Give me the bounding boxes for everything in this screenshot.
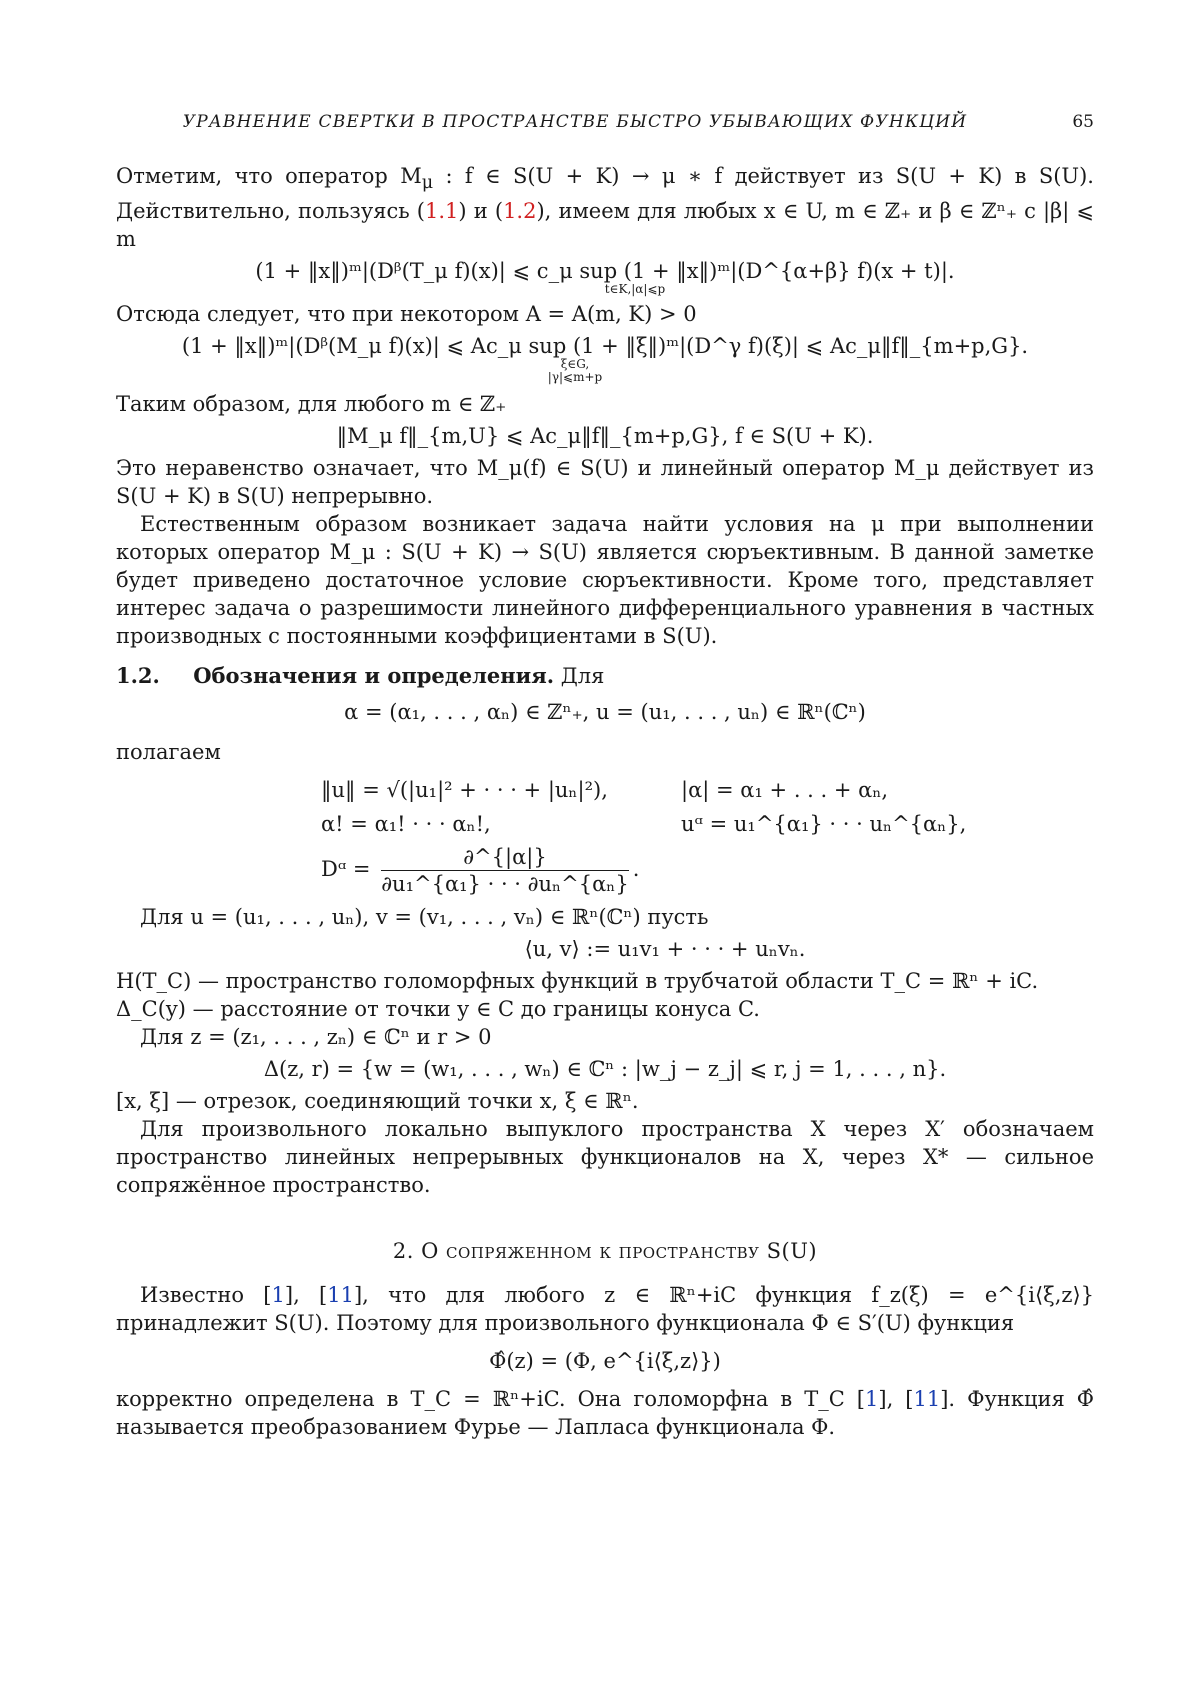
text-fragment: . [632,857,640,882]
equation-ref-link[interactable]: 1.1 [424,199,459,224]
subsection-lead: Для [560,664,605,689]
paragraph-we-set: полагаем [116,740,221,765]
def-factorial: α! = α₁! · · · αₙ!, [321,812,491,837]
equation-5: ⟨u, v⟩ := u₁v₁ + · · · + uₙvₙ. [524,937,806,962]
subsection-number: 1.2. [116,663,160,689]
text-fragment: ) и ( [458,199,504,224]
page-number: 65 [1072,112,1094,132]
section-2-heading: 2. О сопряженном к пространству S(U) [392,1239,818,1264]
equation-4: α = (α₁, . . . , αₙ) ∈ ℤⁿ₊, u = (u₁, . . . , uₙ) ∈ ℝⁿ(ℂⁿ) [344,700,866,725]
equation-2-subscript-2: |γ|⩽m+p [547,370,603,385]
paragraph-polydisc-intro: Для z = (z₁, . . . , zₙ) ∈ ℂⁿ и r > 0 [140,1025,492,1050]
equation-1-subscript: t∈K,|α|⩽p [604,282,666,297]
def-derivative [321,844,1094,897]
paragraph-constant: Отсюда следует, что при некотором A = A(m, K) > 0 [116,302,697,327]
text-fragment: Отметим, что оператор M [116,164,422,188]
citation-link[interactable]: 11 [327,1283,354,1308]
paragraph-any-m: Таким образом, для любого m ∈ ℤ₊ [116,392,507,417]
text-fragment: Известно [ [140,1283,272,1308]
text-fragment: ], что для любого z ∈ ℝⁿ+iC функция f_z(ξ) = e^{i⟨ξ,z⟩} принадлежит S(U). Поэтому для произвольного функционала Φ ∈ S′(U) функция [116,1283,1094,1336]
definitions-grid [321,776,1094,838]
paragraph-distance: Δ_C(y) — расстояние от точки y ∈ C до границы конуса C. [116,997,760,1022]
paragraph-dual-space: Для произвольного локально выпуклого пространства X через X′ обозначаем пространство линейных непрерывных функционалов на X, через X* — сильное сопряжённое пространство. [116,1117,1094,1198]
equation-2: (1 + ‖x‖)ᵐ|(Dᵝ(M_μ f)(x)| ⩽ Ac_μ sup (1 + ‖ξ‖)ᵐ|(D^γ f)(ξ)| ⩽ Ac_μ‖f‖_{m+p,G}. [181,334,1029,359]
def-abs-alpha: |α| = α₁ + . . . + αₙ, [681,778,889,803]
derivative-numerator: ∂^{|α|} [381,844,629,871]
equation-1: (1 + ‖x‖)ᵐ|(Dᵝ(T_μ f)(x)| ⩽ c_μ sup (1 + ‖x‖)ᵐ|(D^{α+β} f)(x + t)|. [255,259,955,284]
equation-3: ‖M_μ f‖_{m,U} ⩽ Ac_μ‖f‖_{m+p,G}, f ∈ S(U + K). [336,424,874,449]
paragraph-operator-intro [116,162,1094,253]
def-power: uᵅ = u₁^{α₁} · · · uₙ^{αₙ}, [681,812,967,837]
article-body [116,162,1094,1441]
derivative-denominator: ∂u₁^{α₁} · · · ∂uₙ^{αₙ} [381,872,629,897]
text-fragment: ], [ [284,1283,328,1308]
text-fragment: ), имеем для любых x ∈ U, m ∈ ℤ₊ и β ∈ ℤⁿ₊ с |β| ⩽ m [116,199,1095,252]
text-fragment: ]. Функция Φ̂ называется преобразованием Фурье — Лапласа функционала Φ. [116,1387,1094,1440]
derivative-fraction [381,844,629,897]
paragraph-fourier-laplace [116,1385,1094,1441]
def-norm: ‖u‖ = √(|u₁|² + · · · + |uₙ|²), [321,778,608,803]
paragraph-inner-product-intro: Для u = (u₁, . . . , uₙ), v = (v₁, . . . , vₙ) ∈ ℝⁿ(ℂⁿ) пусть [140,905,709,930]
subsection-title: Обозначения и определения. [193,663,555,689]
equation-2-subscript-1: ξ∈G, [560,357,590,372]
text-fragment: ], [ [878,1387,914,1412]
equation-7: Φ̂(z) = (Φ, e^{i⟨ξ,z⟩}) [489,1349,721,1374]
equation-6: Δ(z, r) = {w = (w₁, . . . , wₙ) ∈ ℂⁿ : |w_j − z_j| ⩽ r, j = 1, . . . , n}. [263,1057,947,1082]
citation-link[interactable]: 11 [913,1387,941,1412]
paragraph-surjectivity: Естественным образом возникает задача найти условия на μ при выполнении которых оператор M_μ : S(U + K) → S(U) является сюръективным. В данной заметке будет приведено достаточное условие сюръективности. Кроме того, представляет интерес задача о разрешимости линейного дифференциального уравнения в частных производных с постоянными коэффициентами в S(U). [116,512,1094,649]
running-header [116,112,1094,140]
derivative-lhs: Dᵅ = [321,857,371,882]
citation-link[interactable]: 1 [865,1387,879,1412]
paragraph-segment: [x, ξ] — отрезок, соединяющий точки x, ξ ∈ ℝⁿ. [116,1089,639,1114]
text-fragment: : f ∈ S(U + K) → μ ∗ f действует из S(U + K) в S(U). Действительно, пользуясь ( [116,164,1094,224]
text-fragment: μ [421,173,434,194]
paragraph-inequality-meaning: Это неравенство означает, что M_μ(f) ∈ S(U) и линейный оператор M_μ действует из S(U + K) в S(U) непрерывно. [116,456,1094,509]
paragraph-known-fact [116,1281,1094,1337]
running-title: УРАВНЕНИЕ СВЕРТКИ В ПРОСТРАНСТВЕ БЫСТРО УБЫВАЮЩИХ ФУНКЦИЙ [182,112,968,132]
citation-link[interactable]: 1 [271,1283,285,1308]
paragraph-holomorphic-space: H(T_C) — пространство голоморфных функций в трубчатой области T_C = ℝⁿ + iC. [116,969,1039,994]
equation-ref-link[interactable]: 1.2 [503,199,537,224]
text-fragment: корректно определена в T_C = ℝⁿ+iC. Она голоморфна в T_C [ [116,1387,865,1412]
subsection-1-2 [116,662,1094,690]
